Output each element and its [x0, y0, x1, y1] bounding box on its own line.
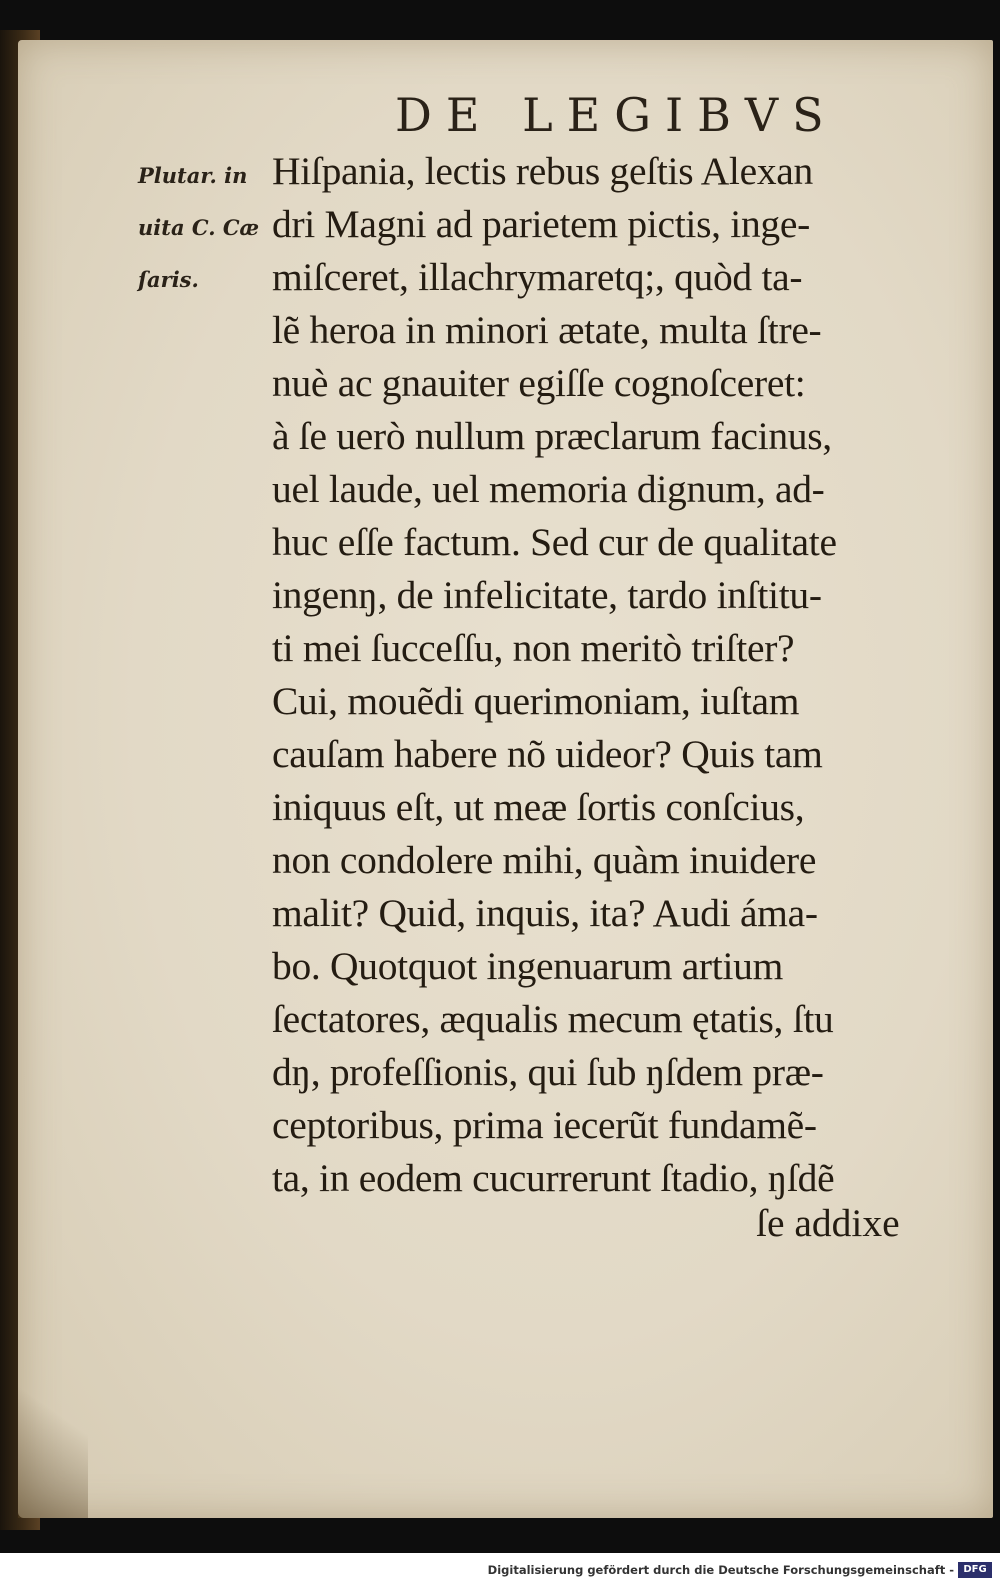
text-line: huc eſſe factum. Sed cur de qualitate	[272, 520, 837, 564]
text-line: lẽ heroa in minori ætate, multa ſtre-	[272, 308, 822, 352]
text-line: dŋ, profeſſionis, qui ſub ŋſdem præ-	[272, 1050, 824, 1094]
text-line: Hiſpania, lectis rebus geſtis Alexan	[272, 149, 813, 193]
text-line: ſectatores, æqualis mecum ętatis, ſtu	[272, 997, 834, 1041]
text-line: ceptoribus, prima iecerũt fundamẽ-	[272, 1103, 817, 1147]
text-line: à ſe uerò nullum præclarum facinus,	[272, 414, 832, 458]
text-line: dri Magni ad parietem pictis, inge-	[272, 202, 810, 246]
running-head: DE LEGIBVS	[395, 88, 838, 142]
funding-credit: Digitalisierung gefördert durch die Deutsche Forschungsgemeinschaft -	[487, 1563, 954, 1577]
footer-bar	[0, 1553, 1000, 1583]
text-line: malit? Quid, inquis, ita? Audi áma-	[272, 891, 818, 935]
body-text	[272, 145, 952, 1205]
text-line: uel laude, uel memoria dignum, ad-	[272, 467, 825, 511]
text-line: bo. Quotquot ingenuarum artium	[272, 944, 784, 988]
text-line: miſceret, illachrymaretq;, quòd ta-	[272, 255, 803, 299]
text-line: Cui, mouẽdi querimoniam, iuſtam	[272, 679, 800, 723]
text-line: cauſam habere nõ uideor? Quis tam	[272, 732, 823, 776]
catchword: ſe addixe	[756, 1201, 900, 1245]
text-line: ti mei ſucceſſu, non meritò triſter?	[272, 626, 795, 670]
margin-note-line: uita C. Cæ	[138, 215, 260, 240]
text-line: nuè ac gnauiter egiſſe cognoſceret:	[272, 361, 806, 405]
margin-note-line: ſaris.	[138, 267, 199, 292]
text-line: non condolere mihi, quàm inuidere	[272, 838, 817, 882]
margin-note	[138, 150, 288, 306]
margin-note-line: Plutar. in	[138, 163, 248, 188]
text-line: ta, in eodem cucurrerunt ſtadio, ŋſdẽ	[272, 1156, 835, 1200]
text-line: ingenŋ, de infelicitate, tardo inſtitu-	[272, 573, 822, 617]
text-line: iniquus eſt, ut meæ ſortis conſcius,	[272, 785, 805, 829]
dfg-logo-icon: DFG	[958, 1562, 992, 1578]
